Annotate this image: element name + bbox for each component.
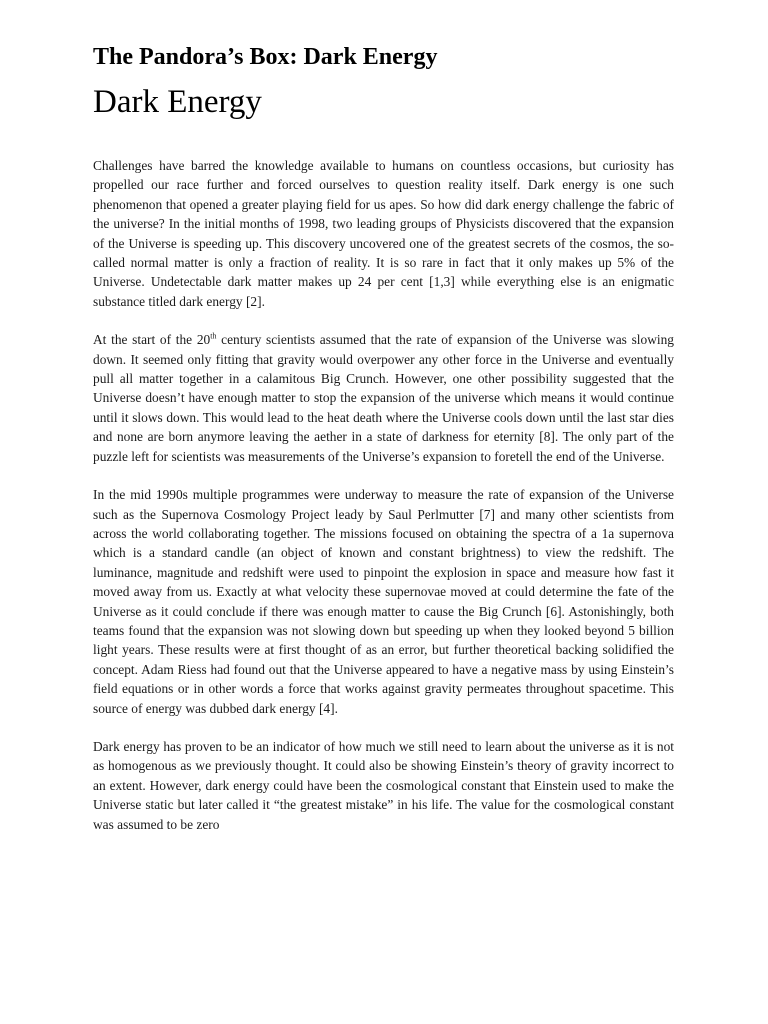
paragraph-4: Dark energy has proven to be an indicator of how much we still need to learn about the universe as it is not as homogenous as we previously thought. It could also be showing Einstein’s theory of gravity incorrect to an extent. However, dark energy could have been the cosmological constant that Einstein used to make the Universe static but later called it “the greatest mistake” in his life. The value for the cosmological constant was assumed to be zero: [93, 738, 674, 832]
section-heading: Dark Energy: [93, 84, 262, 120]
document-title: The Pandora’s Box: Dark Energy: [93, 44, 438, 70]
paragraph-2-superscript: th: [210, 331, 217, 341]
document-page: [93, 42, 674, 853]
paragraph-3: In the mid 1990s multiple programmes were underway to measure the rate of expansion of the Universe such as the Supernova Cosmology Project leady by Saul Perlmutter [7] and many other scientists from across the world collaborating together. The missions focused on obtaining the spectra of a 1a supernova which is a standard candle (an object of known and constant brightness) to view the redshift. The luminance, magnitude and redshift were used to pinpoint the explosion in space and measure how fast it moved away from us. Exactly at what velocity these supernovae moved at could determine the fate of the Universe as it could conclude if there was enough matter to cause the Big Crunch [6]. Astonishingly, both teams found that the expansion was not slowing down but speeding up when they looked beyond 5 billion light years. These results were at first thought of as an error, but further theoretical backing solidified the concept. Adam Riess had found out that the Universe appeared to have a negative mass by using Einstein’s field equations or in other words a force that works against gravity permeates throughout spacetime. This source of energy was dubbed dark energy [4].: [93, 487, 674, 716]
paragraph-2-start: At the start of the 20: [93, 332, 211, 348]
paragraph-1: Challenges have barred the knowledge available to humans on countless occasions, but curiosity has propelled our race further and forced ourselves to question reality itself. Dark energy is one such phenomenon that opened a greater playing field for us apes. So how did dark energy challenge the fabric of the universe? In the initial months of 1998, two leading groups of Physicists discovered that the expansion of the Universe is speeding up. This discovery uncovered one of the greatest secrets of the cosmos, the so-called normal matter is only a fraction of reality. It is so rare in fact that it only makes up 5% of the Universe. Undetectable dark matter makes up 24 per cent [1,3] while everything else is an enigmatic substance titled dark energy [2].: [93, 158, 674, 309]
paragraph-2-rest: century scientists assumed that the rate of expansion of the Universe was slowing down. It seemed only fitting that gravity would overpower any other force in the Universe and eventually pull all matter together in a calamitous Big Crunch. However, one other possibility suggested that the Universe doesn’t have enough matter to stop the expansion of the universe which means it would continue until it slows down. This would lead to the heat death where the Universe cools down until the last star dies and none are born anymore leaving the aether in a state of darkness for eternity [8]. The only part of the puzzle left for scientists was measurements of the Universe’s expansion to foretell the end of the Universe.: [93, 332, 674, 464]
paragraph-2: [93, 330, 674, 466]
